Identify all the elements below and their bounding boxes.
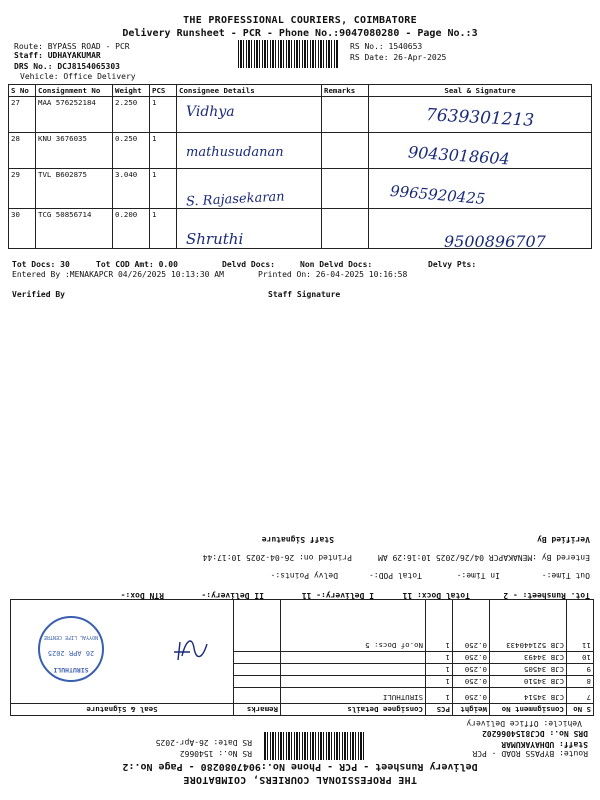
runsheet-title: Delivery Runsheet - PCR - Phone No.:9047080280 - Page No.:3 (122, 28, 478, 39)
col-header: Consignee Details (281, 704, 426, 716)
remarks-cell (234, 652, 281, 664)
in-time: In Time:- (456, 571, 500, 580)
pcs-cell: 1 (150, 169, 177, 209)
weight-cell: 3.040 (113, 169, 150, 209)
weight-cell: 0.250 (453, 600, 490, 652)
remarks-cell (234, 600, 281, 652)
handwritten-signature: 9043018604 (407, 142, 511, 169)
pcs-cell: 1 (426, 688, 453, 704)
col-header: PCS (150, 85, 177, 97)
route: Route: BYPASS ROAD - PCR (472, 749, 588, 758)
sno-cell: 8 (567, 676, 594, 688)
consignment-cell: CJB 34505 (490, 664, 567, 676)
consignment-cell: KNU 3676035 (36, 133, 113, 169)
pcs-cell: 1 (150, 97, 177, 133)
weight-cell: 0.200 (113, 209, 150, 249)
company-title: THE PROFESSIONAL COURIERS, COIMBATORE (183, 774, 417, 785)
runsheet-title: Delivery Runsheet - PCR - Phone No.:9047080280 - Page No.:2 (122, 761, 478, 772)
delvy-points: Delvy Points:- (270, 571, 338, 580)
pcs-cell: 1 (150, 133, 177, 169)
total-docs: Total Docx: 11 (402, 591, 470, 600)
handwritten-signature: 9500896707 (444, 232, 546, 251)
consignee-cell (281, 600, 426, 652)
sno-cell: 11 (567, 600, 594, 652)
sno-cell: 28 (9, 133, 36, 169)
consignee-cell: SIRUTHULI (281, 688, 426, 704)
barcode (264, 732, 364, 760)
col-header: Weight (453, 704, 490, 716)
non-delvd-docs: Non Delvd Docs: (300, 260, 373, 269)
weight-cell: 2.250 (113, 97, 150, 133)
col-header: S No (567, 704, 594, 716)
col-header: Consignment No (490, 704, 567, 716)
verified-by: Verified By (537, 535, 590, 544)
col-header: Seal & Signature (369, 85, 592, 97)
handwritten-signature: 9965920425 (389, 181, 487, 209)
drs-number: DRS No.: DCJ8154065303 (14, 62, 120, 71)
table-header-row (11, 704, 594, 716)
weight-cell: 0.250 (453, 676, 490, 688)
sno-cell: 29 (9, 169, 36, 209)
weight-cell: 0.250 (453, 652, 490, 664)
handwritten-signature (170, 638, 210, 664)
staff: Staff: UDHAYAKUMAR (14, 51, 101, 60)
consignment-cell: CJB 34493 (490, 652, 567, 664)
printed-on: Printed on: 26-04-2025 10:17:44 (202, 553, 352, 562)
col-header: S No (9, 85, 36, 97)
pcs-cell: 1 (426, 652, 453, 664)
col-header: Weight (113, 85, 150, 97)
handwritten-consignee: Shruthi (186, 230, 244, 248)
staff-signature: Staff Signature (261, 535, 334, 544)
remarks-cell (234, 664, 281, 676)
remarks-cell (234, 676, 281, 688)
tot-runsheet: Tot. Runsheet: - 2 (503, 591, 590, 600)
i-delivery: I Delivery:- 11 (301, 591, 374, 600)
weight-cell: 0.250 (453, 688, 490, 704)
consignment-cell: TCG 50856714 (36, 209, 113, 249)
col-header: Seal & Signature (11, 704, 234, 716)
rs-date: RS Date: 26-Apr-2025 (350, 53, 447, 62)
stamp-date: 26 APR 2025 (47, 649, 95, 657)
vehicle: Vehicle: Office Delivery (466, 719, 582, 728)
total-pod: Total POD:- (369, 571, 422, 580)
drs-number: DRS No.: DCJ8154066202 (482, 729, 588, 738)
delvy-pts: Delvy Pts: (428, 260, 477, 269)
handwritten-consignee: mathusudanan (186, 145, 284, 160)
vehicle: Vehicle: Office Delivery (20, 72, 136, 81)
verified-by: Verified By (12, 290, 65, 299)
consignment-cell: CJB 34514 (490, 688, 567, 704)
table-row (11, 688, 594, 704)
stamp-bottom-text: NOYYAL LIFE CENTRE (43, 634, 99, 640)
rs-date: RS Date: 26-Apr-2025 (155, 738, 252, 747)
col-header: PCS (426, 704, 453, 716)
weight-cell: 0.250 (113, 133, 150, 169)
consignee-cell (281, 652, 426, 664)
sno-cell: 9 (567, 664, 594, 676)
tot-cod-amt: Tot COD Amt: 0.00 (96, 260, 178, 269)
sno-cell: 27 (9, 97, 36, 133)
handwritten-consignee: Vidhya (186, 104, 235, 120)
out-time: Out Time:- (541, 571, 590, 580)
col-header: Consignee Details (177, 85, 322, 97)
col-header: Remarks (322, 85, 369, 97)
staff: Staff: UDHAYAKUMAR (501, 740, 588, 749)
sno-cell: 10 (567, 652, 594, 664)
remarks-cell (234, 688, 281, 704)
pcs-cell: 1 (426, 600, 453, 652)
printed-on: Printed On: 26-04-2025 10:16:58 (258, 270, 408, 279)
weight-cell: 0.250 (453, 664, 490, 676)
tot-docs: Tot Docs: 30 (12, 260, 70, 269)
consignment-cell: CJB 34510 (490, 676, 567, 688)
col-header: Remarks (234, 704, 281, 716)
sno-cell: 7 (567, 688, 594, 704)
col-header: Consignment No (36, 85, 113, 97)
rtn-docs: RTN Dox:- (120, 591, 164, 600)
delvd-docs: Delvd Docs: (222, 260, 275, 269)
rs-number: RS No.: 1540653 (350, 42, 423, 51)
ii-delivery: II Delivery:- (201, 591, 264, 600)
rs-number: RS No.: 1540662 (179, 749, 252, 758)
entered-by: Entered By :MENAKAPCR 04/26/2025 10:13:30 AM (12, 270, 224, 279)
consignee-cell (281, 676, 426, 688)
route: Route: BYPASS ROAD - PCR (14, 42, 130, 51)
company-title: THE PROFESSIONAL COURIERS, COIMBATORE (183, 15, 417, 26)
pcs-cell: 1 (426, 676, 453, 688)
entered-by: Entered By :MENAKAPCR 04/26/2025 10:16:29 AM (378, 553, 590, 562)
no-of-docs: No.of Docs: 5 (365, 641, 423, 650)
stamp-top-text: SIRUTHULI (53, 666, 89, 674)
handwritten-signature: 7639301213 (425, 105, 535, 131)
pcs-cell: 1 (150, 209, 177, 249)
siruthuli-seal-stamp (38, 616, 104, 682)
sno-cell: 30 (9, 209, 36, 249)
consignment-cell: MAA 576252184 (36, 97, 113, 133)
consignment-cell: CJB 521440433 (490, 600, 567, 652)
consignment-cell: TVL B602875 (36, 169, 113, 209)
consignee-cell (281, 664, 426, 676)
handwritten-consignee: S. Rajasekaran (185, 189, 285, 210)
pcs-cell: 1 (426, 664, 453, 676)
staff-signature: Staff Signature (268, 290, 341, 299)
